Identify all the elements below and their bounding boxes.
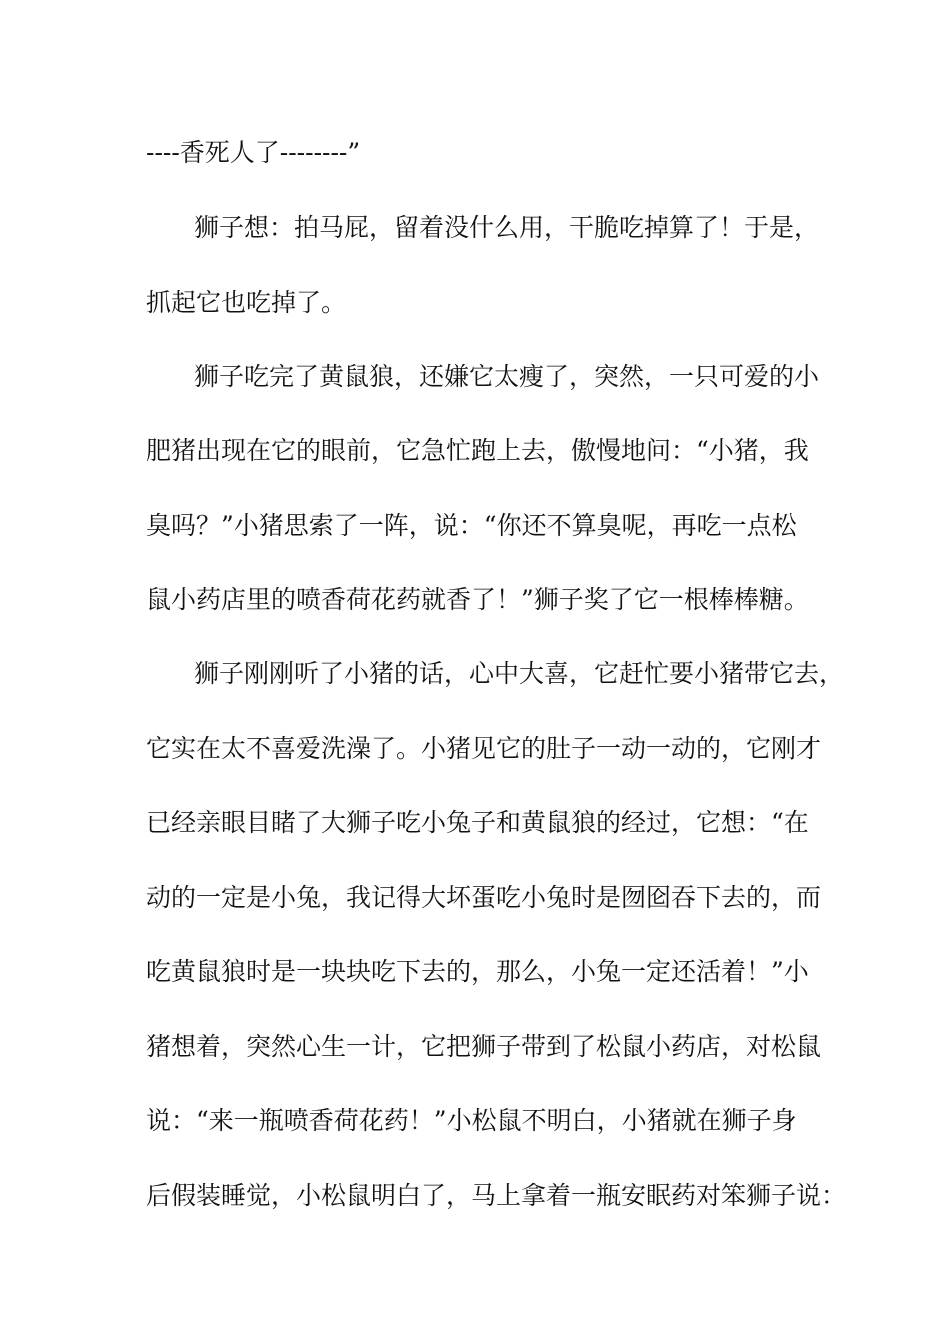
text-line-3: 抓起它也吃掉了。 xyxy=(146,288,347,317)
text-line-2: 狮子想：拍马屁，留着没什么用，干脆吃掉算了！于是， xyxy=(194,213,820,242)
text-line-11: 动的一定是小兔，我记得大坏蛋吃小兔时是囫囵吞下去的，而 xyxy=(146,883,822,912)
text-line-14: 说：“来一瓶喷香荷花药！”小松鼠不明白，小猪就在狮子身 xyxy=(146,1106,797,1135)
text-line-10: 已经亲眼目睹了大狮子吃小兔子和黄鼠狼的经过，它想：“在 xyxy=(146,808,809,837)
text-line-4: 狮子吃完了黄鼠狼，还嫌它太瘦了，突然，一只可爱的小 xyxy=(194,362,820,391)
text-line-1: ----香死人了--------” xyxy=(146,138,361,167)
text-line-5: 肥猪出现在它的眼前，它急忙跑上去，傲慢地问：“小猪，我 xyxy=(146,436,809,465)
text-line-8: 狮子刚刚听了小猪的话，心中大喜，它赶忙要小猪带它去， xyxy=(194,659,845,688)
text-line-13: 猪想着，突然心生一计，它把狮子带到了松鼠小药店，对松鼠 xyxy=(146,1032,822,1061)
text-line-15: 后假装睡觉，小松鼠明白了，马上拿着一瓶安眠药对笨狮子说： xyxy=(146,1181,847,1210)
text-line-7: 鼠小药店里的喷香荷花药就香了！”狮子奖了它一根棒棒糖。 xyxy=(146,585,809,614)
text-line-9: 它实在太不喜爱洗澡了。小猪见它的肚子一动一动的，它刚才 xyxy=(146,734,822,763)
text-line-12: 吃黄鼠狼时是一块块吃下去的，那么，小兔一定还活着！”小 xyxy=(146,957,809,986)
text-line-6: 臭吗？”小猪思索了一阵，说：“你还不算臭呢，再吃一点松 xyxy=(146,511,797,540)
